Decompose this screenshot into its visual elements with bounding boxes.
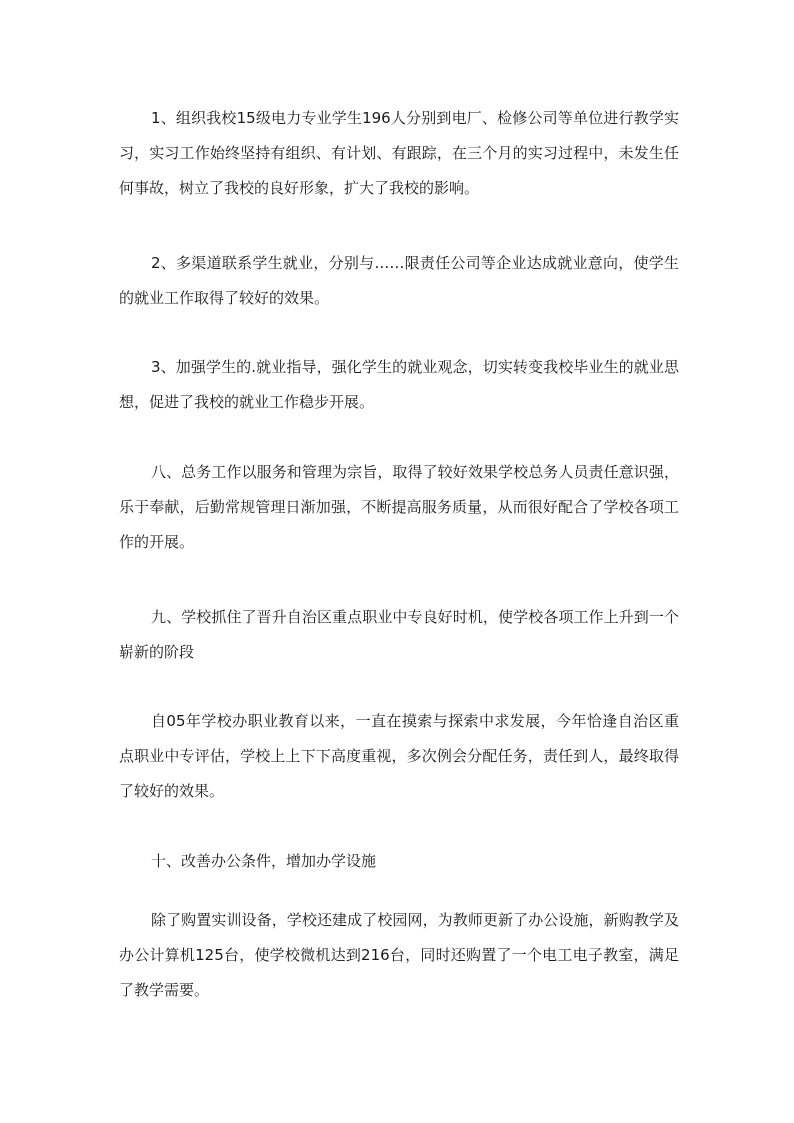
paragraph-general-affairs: 八、总务工作以服务和管理为宗旨，取得了较好效果学校总务人员责任意识强，乐于奉献，后勤常规管理日渐加强，不断提高服务质量，从而很好配合了学校各项工作的开展。 [119,463,679,551]
paragraph-facilities-body: 除了购置实训设备，学校还建成了校园网，为教师更新了办公设施，新购教学及办公计算机125台，使学校微机达到216台，同时还购置了一个电工电子教室，满足了教学需要。 [119,911,679,999]
paragraph-employment-channels: 2、多渠道联系学生就业，分别与……限责任公司等企业达成就业意向，使学生的就业工作取得了较好的效果。 [119,254,679,307]
paragraph-key-school-body: 自05年学校办职业教育以来，一直在摸索与探索中求发展，今年恰逢自治区重点职业中专评估，学校上上下下高度重视，多次例会分配任务，责任到人，最终取得了较好的效果。 [119,712,679,800]
paragraph-key-school-heading: 九、学校抓住了晋升自治区重点职业中专良好时机，使学校各项工作上升到一个崭新的阶段 [119,608,679,661]
paragraph-internship: 1、组织我校15级电力专业学生196人分别到电厂、检修公司等单位进行教学实习，实习工作始终坚持有组织、有计划、有跟踪，在三个月的实习过程中，未发生任何事故，树立了我校的良好形象，扩大了我校的影响。 [119,109,679,197]
paragraph-employment-guidance: 3、加强学生的.就业指导，强化学生的就业观念，切实转变我校毕业生的就业思想，促进了我校的就业工作稳步开展。 [119,358,679,411]
paragraph-facilities-heading: 十、改善办公条件，增加办学设施 [151,852,377,870]
